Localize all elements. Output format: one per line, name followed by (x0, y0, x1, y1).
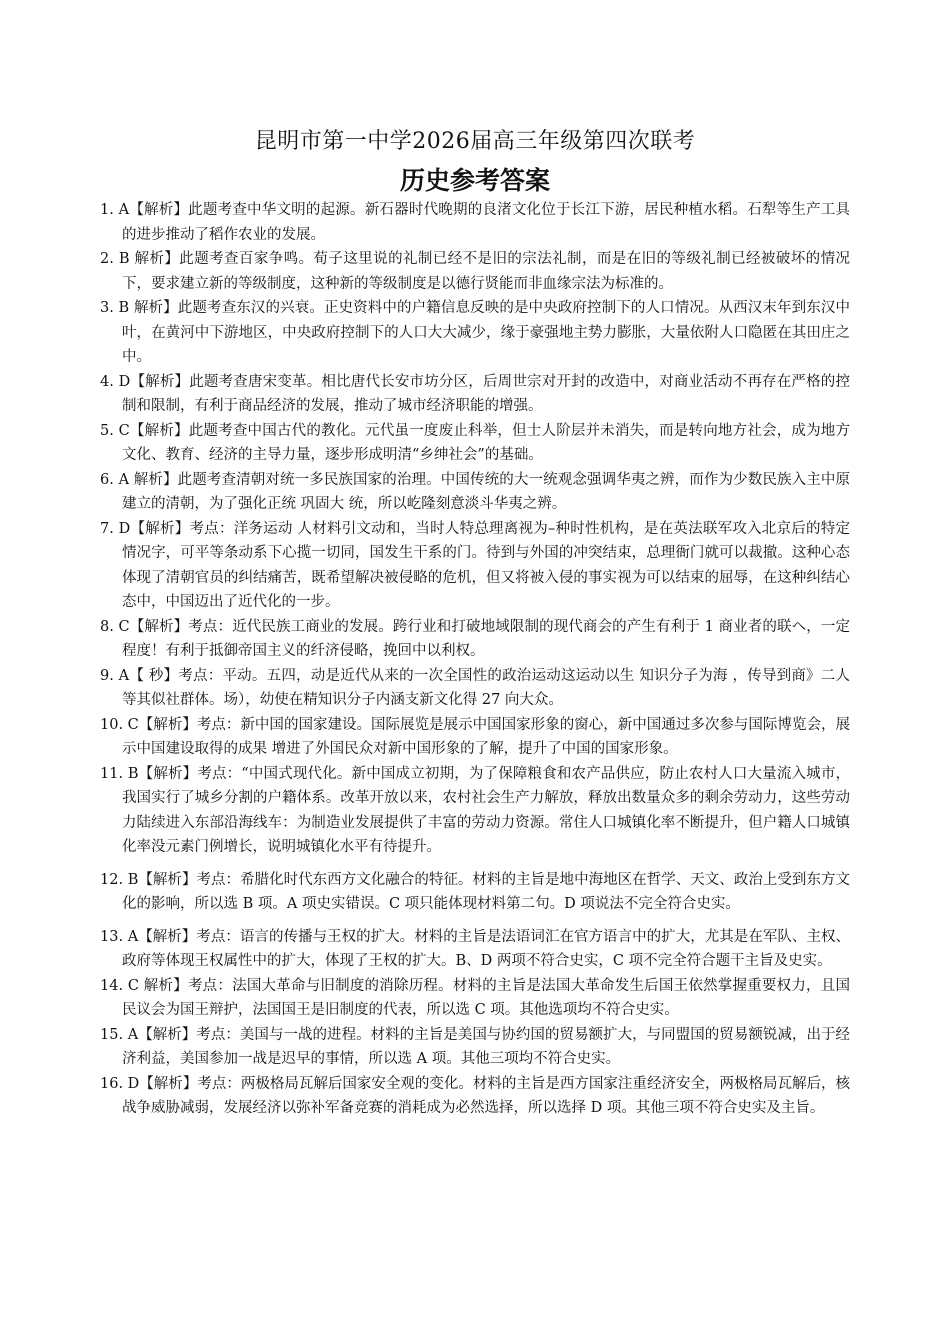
answer-item-9 (100, 664, 850, 713)
answer-text: 1. A【解析】此题考查中华文明的起源。新石器时代晚期的良渚文化位于长江下游，居民种植水稻。石犁等生产工具的进步推动了稻作农业的发展。 (100, 202, 850, 243)
answer-text: 16. D【解析】考点：两极格局瓦解后国家安全观的变化。材料的主旨是西方国家注重经济安全，两极格局瓦解后，核战争威胁减弱，发展经济以弥补军备竞赛的消耗成为必然选择，所以选择 D 项。其他三项不符合史实及主旨。 (100, 1075, 850, 1116)
answer-text: 8. C【解析】考点：近代民族工商业的发展。跨行业和打破地域限制的现代商会的产生有利于 1 商业者的联ヘ，一定程度！有利于抵御帝国主义的纤济侵略，挽回中以利权。 (100, 618, 850, 659)
answer-item-11 (100, 762, 850, 860)
answer-item-5 (100, 419, 850, 468)
answer-item-2 (100, 247, 850, 296)
answer-item-14 (100, 974, 850, 1023)
answer-item-10 (100, 713, 850, 762)
answer-text: 3. B 解析】此题考查东汉的兴衰。正史资料中的户籍信息反映的是中央政府控制下的人口情况。从西汉末年到东汉中叶，在黄河中下游地区，中央政府控制下的人口大大减少，缘于豪强地主势力膨胀，大量依附人口隐匿在其田庄之中。 (100, 300, 850, 365)
answer-item-15 (100, 1023, 850, 1072)
answer-text: 6. A 解析】此题考查清朝对统一多民族国家的治理。中国传统的大一统观念强调华夷之辨，而作为少数民族入主中原建立的清朝，为了强化正统 巩固大 统，所以屹隆刻意淡斗华夷之辨。 (100, 471, 850, 512)
answer-text: 15. A【解析】考点：美国与一战的进程。材料的主旨是美国与协约国的贸易额扩大，与同盟国的贸易额锐减，出于经济利益，美国参加一战是迟早的事情，所以选 A 项。其他三项均不符合史实。 (100, 1026, 850, 1067)
answer-item-8 (100, 615, 850, 664)
answer-text: 2. B 解析】此题考查百家争鸣。荀子这里说的礼制已经不是旧的宗法礼制，而是在旧的等级礼制已经被破坏的情况下，要求建立新的等级制度，这种新的等级制度是以德行贤能而非血缘宗法为标准的。 (100, 251, 850, 292)
answer-text: 11. B【解析】考点：“中国式现代化。新中国成立初期，为了保障粮食和农产品供应，防止农村人口大量流入城市，我国实行了城乡分割的户籍体系。改革开放以来，农村社会生产力解放，释放出数量众多的剩余劳动力，这些劳动力陆续进入东部沿海线车：为制造业发展提供了丰富的劳动力资源。常住人口城镇化率不断提升，但户籍人口城镇化率没元素门例增长，说明城镇化水平有待提升。 (100, 765, 850, 855)
answer-item-1 (100, 198, 850, 247)
answer-text: 12. B【解析】考点：希腊化时代东西方文化融合的特征。材料的主旨是地中海地区在哲学、天文、政治上受到东方文化的影响，所以选 B 项。A 项史实错误。C 项只能体现材料第二句。D 项说法不完全符合史实。 (100, 871, 850, 912)
answer-text: 13. A【解析】考点：语言的传播与王权的扩大。材料的主旨是法语词汇在官方语言中的扩大，尤其是在军队、主权、政府等体现王权属性中的扩大，体现了王权的扩大。B、D 两项不符合史实，C 项不完全符合题干主旨及史实。 (100, 928, 850, 969)
answer-item-12 (100, 868, 850, 917)
answer-text: 10. C【解析】考点：新中国的国家建设。国际展览是展示中国国家形象的窗心，新中国通过多次参与国际博览会，展示中国建设取得的成果 增进了外国民众对新中国形象的了解，提升了中国的国家形象。 (100, 716, 850, 757)
answer-item-3 (100, 296, 850, 370)
answer-item-7 (100, 517, 850, 615)
document-subtitle: 历史参考答案 (399, 166, 550, 195)
document-title: 昆明市第一中学2026届高三年级第四次联考 (254, 129, 696, 154)
answer-text: 9. A【 秒】考点：平动。五四，动是近代从来的一次全国性的政治运动这运动以生 知识分子为海 ，传导到商》二人等其似社群体。场），幼使在精知识分子内涵支新文化得 27 向大众。 (100, 667, 850, 708)
answer-text: 14. C 解析】考点：法国大革命与旧制度的消除历程。材料的主旨是法国大革命发生后国王依然掌握重要权力，且国民议会为国王辩护，法国国王是旧制度的代表，所以选 C 项。其他选项均不符合史实。 (100, 977, 850, 1018)
answer-text: 5. C【解析】此题考查中国古代的教化。元代虽一度废止科举，但士人阶层并未消失，而是转向地方社会，成为地方文化、教育、经济的主导力量，逐步形成明清“乡绅社会”的基础。 (100, 422, 850, 463)
answer-item-4 (100, 370, 850, 419)
answer-item-6 (100, 468, 850, 517)
answer-item-16 (100, 1072, 850, 1121)
answer-text: 7. D【解析】考点：洋务运动 人材料引文动和，当时人特总理离视为–种时性机构，是在英法联军攻入北京后的特定情况字，可平等条动系下心揽一切同，国发生干系的门。待到与外国的冲突结束，总理衙门就可以裁撤。这种心态体现了清朝官员的纠结痛苦，既希望解决被侵略的危机，但又将被入侵的事实视为可以结束的屈辱，在这种纠结心态中，中国迈出了近代化的一步。 (100, 520, 850, 610)
answer-list (100, 198, 850, 1121)
answer-text: 4. D【解析】此题考查唐宋变革。相比唐代长安市坊分区，后周世宗对开封的改造中，对商业活动不再存在严格的控制和限制，有利于商品经济的发展，推动了城市经济职能的增强。 (100, 373, 850, 414)
answer-item-13 (100, 925, 850, 974)
